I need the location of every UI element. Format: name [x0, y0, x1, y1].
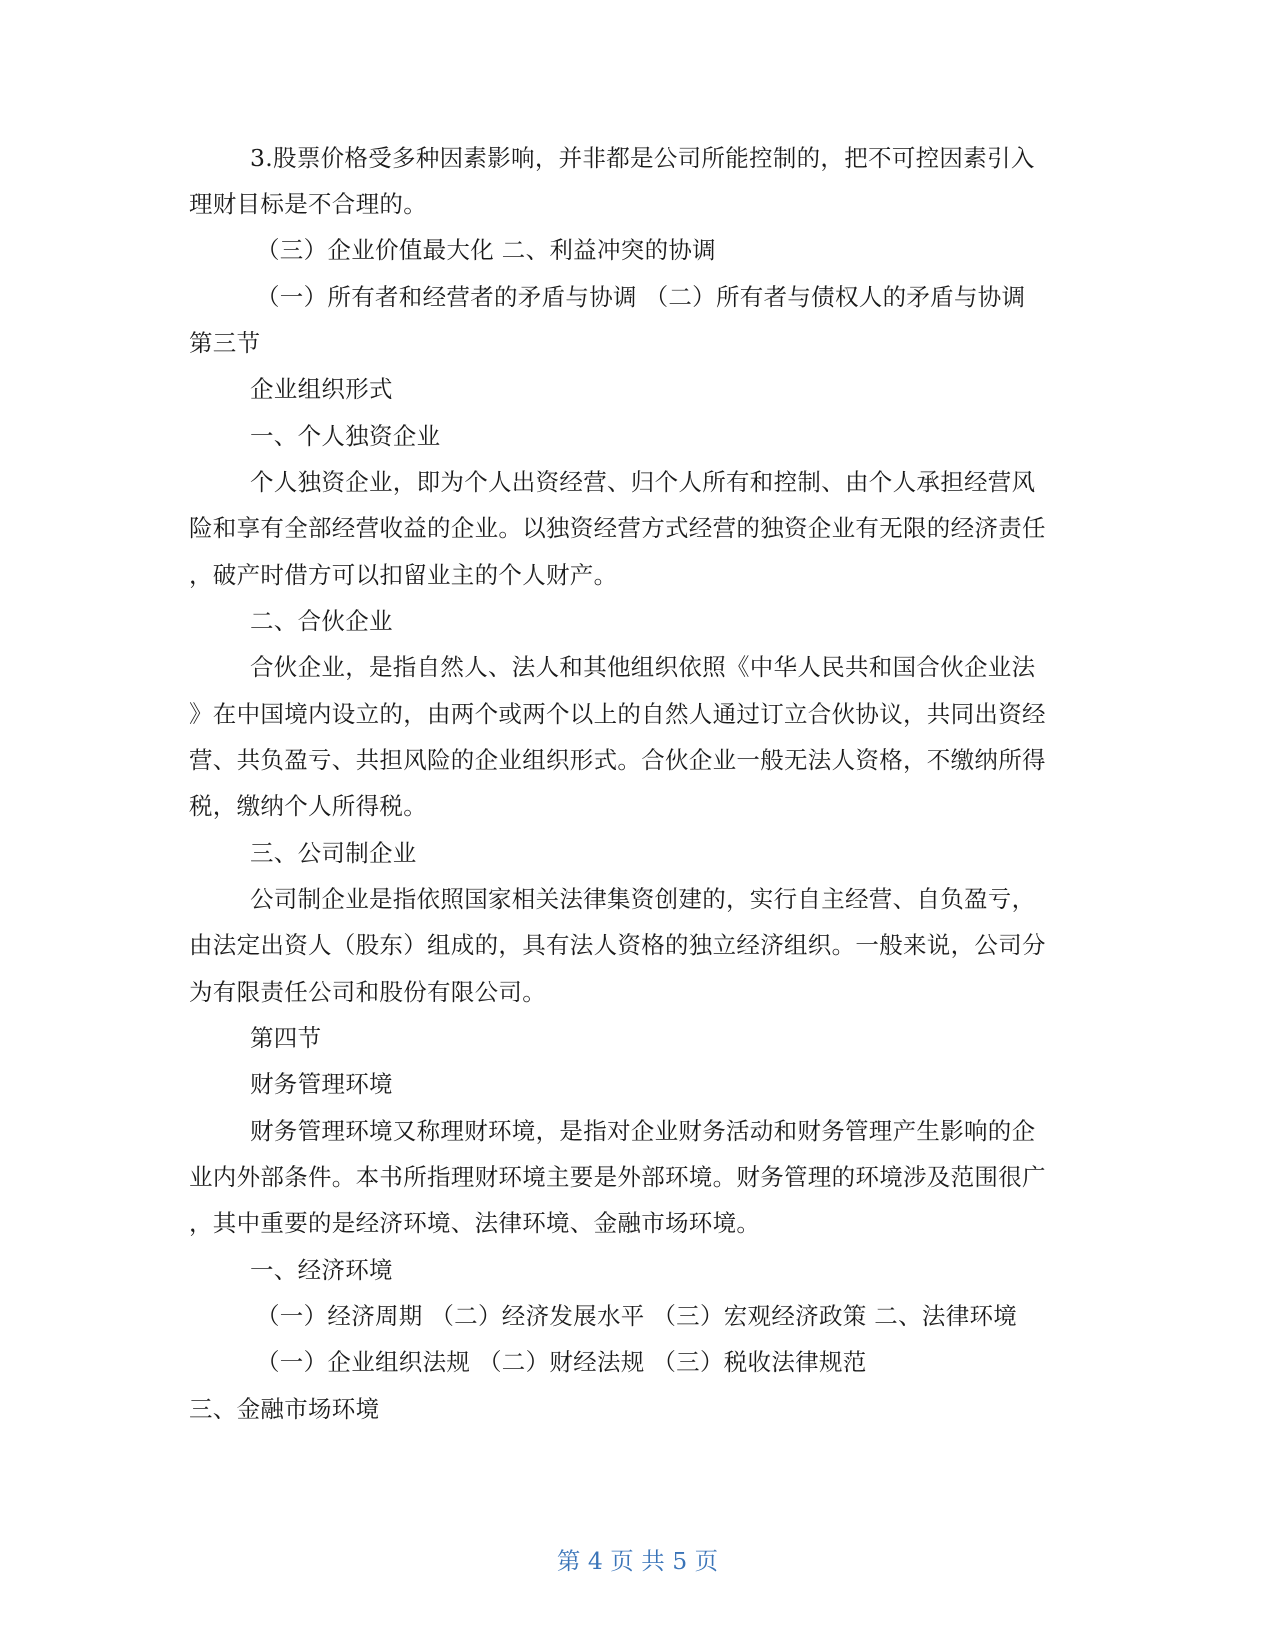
body-text-line: 个人独资企业，即为个人出资经营、归个人所有和控制、由个人承担经营风 — [250, 468, 1036, 496]
body-text-line: 理财目标是不合理的。 — [189, 190, 427, 218]
body-text-line: 为有限责任公司和股份有限公司。 — [189, 978, 546, 1006]
body-text-line: 公司制企业是指依照国家相关法律集资创建的，实行自主经营、自负盈亏， — [250, 885, 1036, 913]
page-number-footer: 第 4 页 共 5 页 — [556, 1547, 719, 1575]
body-text-line: ，其中重要的是经济环境、法律环境、金融市场环境。 — [189, 1209, 761, 1237]
section-title: 企业组织形式 — [250, 375, 393, 403]
body-text-line: 税，缴纳个人所得税。 — [189, 792, 427, 820]
section-title: 财务管理环境 — [250, 1070, 393, 1098]
chapter-section-title: 第四节 — [250, 1024, 322, 1052]
subsection-heading: 三、金融市场环境 — [189, 1395, 380, 1423]
subsection-heading: 一、个人独资企业 — [250, 422, 441, 450]
body-text-line: 3.股票价格受多种因素影响，并非都是公司所能控制的，把不可控因素引入 — [250, 144, 1035, 172]
section-heading-line: （一）企业组织法规 （二）财经法规 （三）税收法律规范 — [256, 1348, 867, 1376]
body-text-line: ，破产时借方可以扣留业主的个人财产。 — [189, 561, 618, 589]
body-text-line: 业内外部条件。本书所指理财环境主要是外部环境。财务管理的环境涉及范围很广 — [189, 1163, 1046, 1191]
section-heading-line: （一）所有者和经营者的矛盾与协调 （二）所有者与债权人的矛盾与协调 — [256, 283, 1026, 311]
body-text-line: 由法定出资人（股东）组成的，具有法人资格的独立经济组织。一般来说，公司分 — [189, 931, 1046, 959]
subsection-heading: 二、合伙企业 — [250, 607, 393, 635]
body-text-line: 营、共负盈亏、共担风险的企业组织形式。合伙企业一般无法人资格，不缴纳所得 — [189, 746, 1046, 774]
section-heading-line: （一）经济周期 （二）经济发展水平 （三）宏观经济政策 二、法律环境 — [256, 1302, 1018, 1330]
chapter-section-title: 第三节 — [189, 329, 261, 357]
body-text-line: 险和享有全部经营收益的企业。以独资经营方式经营的独资企业有无限的经济责任 — [189, 514, 1046, 542]
body-text-line: 合伙企业，是指自然人、法人和其他组织依照《中华人民共和国合伙企业法 — [250, 653, 1036, 681]
subsection-heading: 一、经济环境 — [250, 1256, 393, 1284]
body-text-line: 》在中国境内设立的，由两个或两个以上的自然人通过订立合伙协议，共同出资经 — [189, 700, 1046, 728]
subsection-heading: 三、公司制企业 — [250, 839, 417, 867]
section-heading-line: （三）企业价值最大化 二、利益冲突的协调 — [256, 236, 716, 264]
body-text-line: 财务管理环境又称理财环境，是指对企业财务活动和财务管理产生影响的企 — [250, 1117, 1036, 1145]
